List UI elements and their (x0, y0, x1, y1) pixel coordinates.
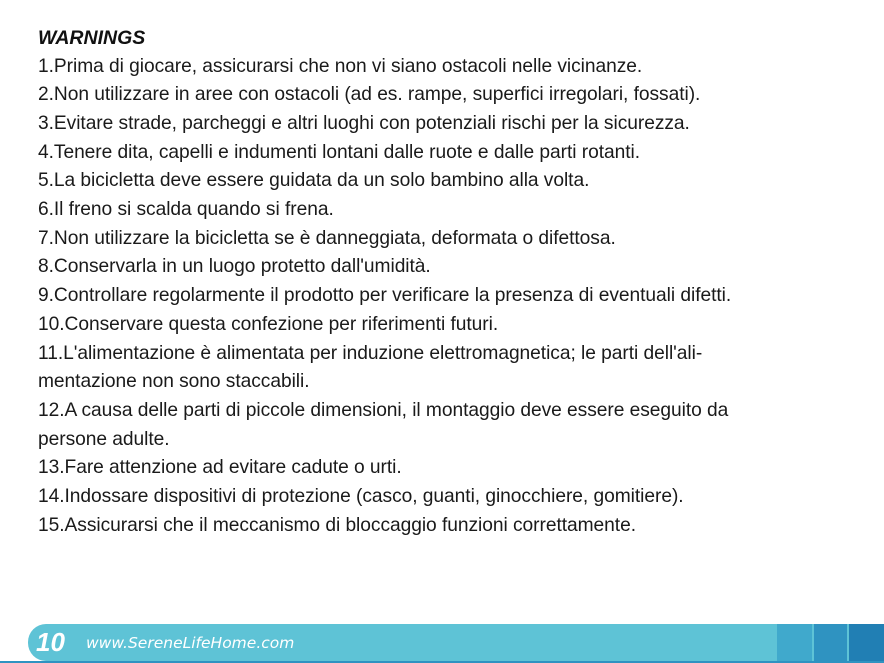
warning-line: 1.Prima di giocare, assicurarsi che non vi siano ostacoli nelle vicinanze. (38, 55, 643, 77)
warning-line: 10.Conservare questa confezione per riferimenti futuri. (38, 313, 499, 335)
warning-line: 9.Controllare regolarmente il prodotto per verificare la presenza di eventuali difetti. (38, 285, 732, 307)
warning-line: 3.Evitare strade, parcheggi e altri luoghi con potenziali rischi per la sicurezza. (38, 112, 690, 134)
website-link[interactable]: www.SereneLifeHome.com (86, 634, 295, 652)
warning-line: persone adulte. (38, 428, 170, 450)
warnings-heading: WARNINGS (38, 27, 146, 49)
warnings-section (38, 24, 858, 540)
warnings-list (38, 53, 858, 541)
footer-color-block (814, 624, 847, 661)
footer-color-block (849, 624, 884, 661)
warning-line: 12.A causa delle parti di piccole dimensioni, il montaggio deve essere eseguito da (38, 399, 729, 421)
warning-line: mentazione non sono staccabili. (38, 371, 310, 393)
warning-line: 2.Non utilizzare in aree con ostacoli (ad es. rampe, superfici irregolari, fossati). (38, 84, 701, 106)
warning-line: 14.Indossare dispositivi di protezione (casco, guanti, ginocchiere, gomitiere). (38, 486, 684, 508)
warning-line: 13.Fare attenzione ad evitare cadute o urti. (38, 457, 402, 479)
page-footer (0, 622, 884, 663)
warning-line: 5.La bicicletta deve essere guidata da un solo bambino alla volta. (38, 170, 590, 192)
warning-line: 11.L'alimentazione è alimentata per induzione elettromagnetica; le parti dell'ali- (38, 342, 703, 364)
warning-line: 8.Conservarla in un luogo protetto dall'umidità. (38, 256, 431, 278)
warning-line: 6.Il freno si scalda quando si frena. (38, 199, 334, 221)
warning-line: 7.Non utilizzare la bicicletta se è danneggiata, deformata o difettosa. (38, 227, 616, 249)
warning-line: 4.Tenere dita, capelli e indumenti lontani dalle ruote e dalle parti rotanti. (38, 141, 640, 163)
page-number: 10 (36, 627, 65, 657)
warning-line: 15.Assicurarsi che il meccanismo di bloccaggio funzioni correttamente. (38, 514, 636, 536)
footer-color-block (777, 624, 812, 661)
